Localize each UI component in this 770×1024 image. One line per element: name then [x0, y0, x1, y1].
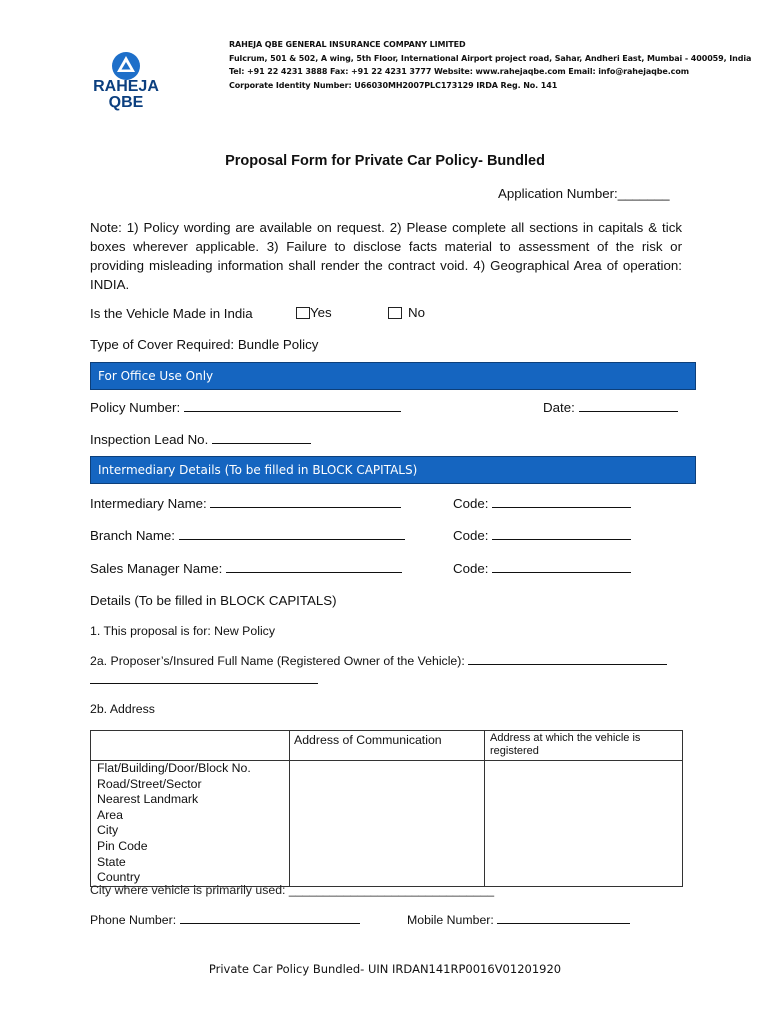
company-name: RAHEJA QBE GENERAL INSURANCE COMPANY LIMITED — [229, 40, 466, 49]
proposer-name-line[interactable] — [468, 654, 667, 665]
proposer-name-label: 2a. Proposer’s/Insured Full Name (Registered Owner of the Vehicle): — [90, 654, 465, 668]
footer-uin: Private Car Policy Bundled- UIN IRDAN141RP0016V01201920 — [208, 962, 562, 976]
phone-label: Phone Number: — [90, 913, 177, 927]
sales-manager-line[interactable] — [226, 562, 402, 573]
sales-manager-code-line[interactable] — [492, 562, 631, 573]
yes-checkbox[interactable] — [296, 307, 310, 319]
note-text: Note: 1) Policy wording are available on request. 2) Please complete all sections in capitals & tick boxes wherever applicable. 3) Failure to disclose facts material to assessment of the risk or providing misleading information shall render the contract void. 4) Geographical Area of operation: INDIA. — [90, 220, 682, 292]
details-heading: Details (To be filled in BLOCK CAPITALS) — [90, 593, 337, 608]
company-cin: Corporate Identity Number: U66030MH2007PLC173129 IRDA Reg. No. 141 — [229, 80, 558, 90]
sales-manager-label: Sales Manager Name: — [90, 561, 223, 576]
inspection-lead-label: Inspection Lead No. — [90, 432, 209, 447]
no-checkbox[interactable] — [388, 307, 402, 319]
company-logo — [93, 50, 159, 116]
policy-number-label: Policy Number: — [90, 400, 181, 415]
code-label: Code: — [453, 528, 489, 543]
phone-line[interactable] — [180, 913, 360, 924]
intermediary-name-label: Intermediary Name: — [90, 496, 207, 511]
application-number[interactable]: Application Number:_______ — [498, 186, 670, 201]
policy-number-field[interactable] — [90, 400, 401, 415]
proposer-name-line-2[interactable] — [90, 672, 318, 684]
intermediary-code-line[interactable] — [492, 497, 631, 508]
company-contact: Tel: +91 22 4231 3888 Fax: +91 22 4231 3777 Website: www.rahejaqbe.com Email: info@rahejaqbe.com — [229, 67, 689, 76]
sales-manager-field[interactable] — [90, 561, 402, 576]
branch-name-line[interactable] — [179, 529, 405, 540]
no-option[interactable] — [388, 305, 425, 320]
yes-label: Yes — [310, 305, 332, 320]
sales-manager-code-field[interactable] — [453, 561, 631, 576]
branch-name-label: Branch Name: — [90, 528, 175, 543]
proposal-type: 1. This proposal is for: New Policy — [90, 624, 275, 638]
city-primary-field[interactable]: City where vehicle is primarily used: ______________________________ — [90, 883, 495, 897]
company-address: Fulcrum, 501 & 502, A wing, 5th Floor, International Airport project road, Sahar, Andheri East, Mumbai - 400059, India — [229, 53, 752, 63]
no-label: No — [408, 305, 425, 320]
address-table — [90, 730, 683, 887]
phone-field[interactable] — [90, 913, 360, 927]
intermediary-code-field[interactable] — [453, 496, 631, 511]
logo-text-qbe: QBE — [108, 94, 144, 111]
address-header-blank — [91, 731, 290, 761]
row-label: Area — [97, 807, 123, 822]
address-row-labels — [91, 761, 290, 887]
logo-text-raheja: RAHEJA — [93, 78, 159, 95]
branch-name-field[interactable] — [90, 528, 405, 543]
company-header — [229, 38, 751, 92]
mobile-label: Mobile Number: — [407, 913, 494, 927]
office-use-bar: For Office Use Only — [90, 362, 696, 390]
code-label: Code: — [453, 561, 489, 576]
row-label: State — [97, 854, 126, 869]
made-in-india-label: Is the Vehicle Made in India — [90, 306, 253, 321]
date-line[interactable] — [579, 401, 678, 412]
row-label: Pin Code — [97, 838, 148, 853]
cover-type: Type of Cover Required: Bundle Policy — [90, 337, 319, 352]
branch-code-line[interactable] — [492, 529, 631, 540]
intermediary-name-field[interactable] — [90, 496, 401, 511]
col-registered: Address at which the vehicle is registered — [485, 731, 683, 761]
date-field[interactable] — [543, 400, 678, 415]
row-label: Flat/Building/Door/Block No. — [97, 761, 251, 775]
communication-address-cell[interactable] — [290, 761, 485, 887]
row-label: Nearest Landmark — [97, 792, 199, 807]
row-label: City — [97, 823, 119, 838]
page-title: Proposal Form for Private Car Policy- Bundled — [225, 153, 545, 169]
row-label: Country — [97, 870, 141, 885]
inspection-lead-line[interactable] — [212, 433, 311, 444]
mobile-line[interactable] — [497, 913, 630, 924]
intermediary-name-line[interactable] — [210, 497, 401, 508]
mobile-field[interactable] — [407, 913, 630, 927]
registered-address-cell[interactable] — [485, 761, 683, 887]
address-heading: 2b. Address — [90, 702, 155, 716]
inspection-lead-field[interactable] — [90, 432, 311, 447]
date-label: Date: — [543, 400, 575, 415]
row-label: Road/Street/Sector — [97, 776, 202, 791]
policy-number-line[interactable] — [184, 401, 401, 412]
branch-code-field[interactable] — [453, 528, 631, 543]
code-label: Code: — [453, 496, 489, 511]
col-communication: Address of Communication — [290, 731, 485, 761]
intermediary-bar: Intermediary Details (To be filled in BLOCK CAPITALS) — [90, 456, 696, 484]
yes-option[interactable] — [296, 305, 332, 320]
proposer-name-field[interactable] — [90, 654, 667, 668]
